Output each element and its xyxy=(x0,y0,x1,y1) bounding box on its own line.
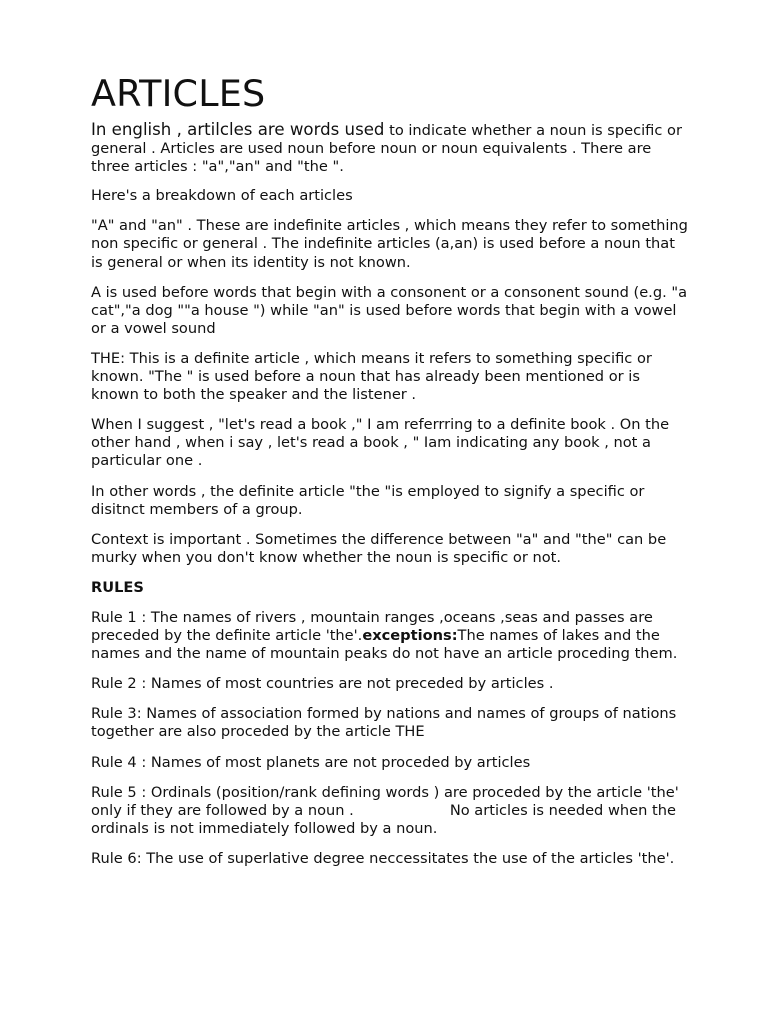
rule-5-continuation: No articles is needed when the ordinals is not immediately followed by a noun. xyxy=(91,801,676,837)
rule-2: Rule 2 : Names of most countries are not preceded by articles . xyxy=(91,675,554,693)
paragraph-other-words: In other words , the definite article "the "is employed to signify a specific or disitnct members of a group. xyxy=(91,482,645,518)
rule-5 xyxy=(91,784,691,838)
rule-1-exception-label: exceptions: xyxy=(362,627,458,645)
paragraph-example: When I suggest , "let's read a book ," I am referrring to a definite book . On the other hand , when i say , let's read a book , " Iam indicating any book , not a particular one . xyxy=(91,416,670,470)
intro-paragraph xyxy=(91,121,691,176)
paragraph-a-vs-an: A is used before words that begin with a consonent or a consonent sound (e.g. "a cat","a dog ""a house ") while "an" is used before words that begin with a vowel or a vowel sound xyxy=(91,283,688,337)
rule-6: Rule 6: The use of superlative degree neccessitates the use of the articles 'the'. xyxy=(91,849,675,867)
rule-1-text: Rule 1 : The names of rivers , mountain ranges ,oceans ,seas and passes are preceded by the definite article 'the'. xyxy=(91,608,653,645)
paragraph-context: Context is important . Sometimes the difference between "a" and "the" can be murky when you don't know whether the noun is specific or not. xyxy=(91,530,667,566)
document-page xyxy=(91,74,691,880)
rule-3: Rule 3: Names of association formed by nations and names of groups of nations together are also proceded by the article THE xyxy=(91,705,677,741)
rule-5-text: Rule 5 : Ordinals (position/rank defining words ) are proceded by the article 'the' only if they are followed by a noun . xyxy=(91,783,679,819)
paragraph-definite-article: THE: This is a definite article , which means it refers to something specific or known. "The " is used before a noun that has already been mentioned or is known to both the speaker and the listener . xyxy=(91,349,652,404)
document-title: ARTICLES xyxy=(91,72,266,115)
rule-4: Rule 4 : Names of most planets are not proceded by articles xyxy=(91,753,531,771)
rules-heading: RULES xyxy=(91,578,144,596)
paragraph-breakdown: Here's a breakdown of each articles xyxy=(91,187,353,205)
rule-1-exception-text: The names of lakes and the names and the name of mountain peaks do not have an article proceding them. xyxy=(91,627,678,663)
rule-1 xyxy=(91,609,691,663)
paragraph-indefinite-articles: "A" and "an" . These are indefinite articles , which means they refer to something non specific or general . The indefinite articles (a,an) is used before a noun that is general or when its identity is not known. xyxy=(91,217,688,271)
intro-lead: In english , artilcles are words used xyxy=(91,120,385,139)
intro-rest: to indicate whether a noun is specific or general . Articles are used noun before noun or noun equivalents . There are three articles : "a","an" and "the ". xyxy=(91,122,682,176)
